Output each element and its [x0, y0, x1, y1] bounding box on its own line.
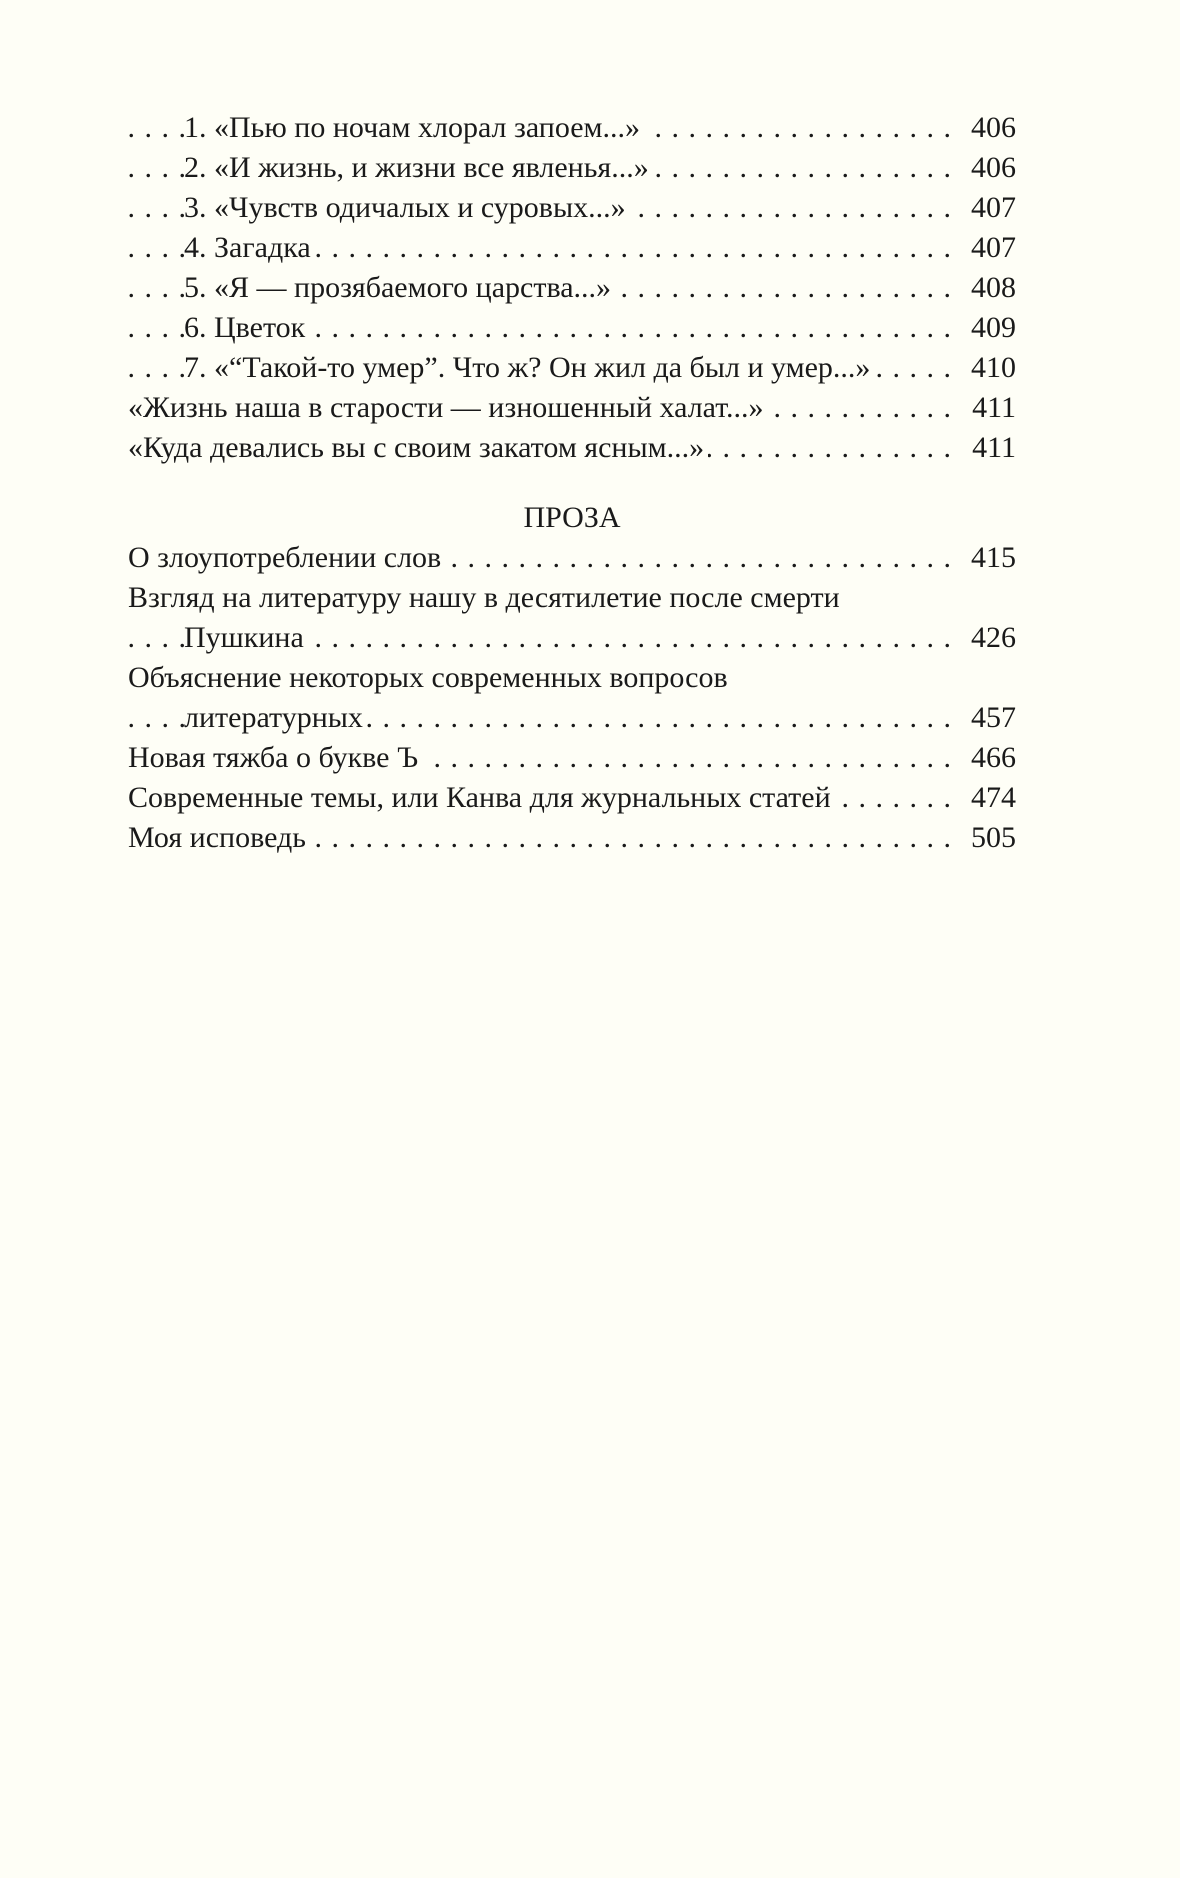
entry-page: 408 — [963, 268, 1016, 308]
toc-entry — [128, 778, 1016, 818]
toc-entry — [128, 228, 1016, 268]
toc-entry — [128, 348, 1016, 388]
entry-title: «Жизнь наша в старости — изношенный халат...» — [128, 391, 768, 424]
entry-title-continuation: Пушкина — [184, 621, 308, 654]
entry-page: 415 — [963, 538, 1016, 578]
toc-entry — [128, 428, 1016, 468]
entry-page: 466 — [963, 738, 1016, 778]
toc-entry — [128, 188, 1016, 228]
entry-page: 409 — [963, 308, 1016, 348]
entry-title-first-line: Объяснение некоторых современных вопросов — [128, 661, 728, 694]
entry-page: 457 — [963, 698, 1016, 738]
entry-title: 5. «Я — прозябаемого царства...» — [184, 271, 615, 304]
entry-page: 411 — [964, 428, 1016, 468]
entry-page: 407 — [963, 188, 1016, 228]
entry-page: 407 — [963, 228, 1016, 268]
entry-page: 411 — [964, 388, 1016, 428]
entry-title: 3. «Чувств одичалых и суровых...» — [184, 191, 630, 224]
entry-title: Моя исповедь — [128, 821, 310, 854]
entry-title-continuation: литературных — [184, 701, 367, 734]
toc-entry — [128, 698, 1016, 738]
entry-title-first-line: Взгляд на литературу нашу в десятилетие после смерти — [128, 581, 840, 614]
toc-entry — [128, 818, 1016, 858]
entry-title: 2. «И жизнь, и жизни все явленья...» — [184, 151, 653, 184]
section-heading: ПРОЗА — [523, 501, 621, 534]
entry-page: 474 — [963, 778, 1016, 818]
table-of-contents — [128, 108, 1016, 858]
entry-page: 406 — [963, 108, 1016, 148]
entry-title: 7. «“Такой-то умер”. Что ж? Он жил да был и умер...» — [184, 351, 874, 384]
toc-entry — [128, 308, 1016, 348]
toc-entry — [128, 108, 1016, 148]
entry-page: 406 — [963, 148, 1016, 188]
entry-title: Современные темы, или Канва для журнальных статей — [128, 781, 835, 814]
entry-title: О злоупотреблении слов — [128, 541, 445, 574]
toc-entry — [128, 618, 1016, 658]
entry-page: 410 — [963, 348, 1016, 388]
toc-entry — [128, 738, 1016, 778]
entry-page: 426 — [963, 618, 1016, 658]
entry-title: 4. Загадка — [184, 231, 315, 264]
toc-entry — [128, 268, 1016, 308]
toc-entry — [128, 538, 1016, 578]
toc-entry — [128, 388, 1016, 428]
toc-entry — [128, 148, 1016, 188]
entry-title: 6. Цветок — [184, 311, 309, 344]
entry-title: «Куда девались вы с своим закатом ясным...» — [128, 431, 708, 464]
entry-title: Новая тяжба о букве Ъ — [128, 741, 422, 774]
entry-title: 1. «Пью по ночам хлорал запоем...» — [184, 111, 644, 144]
entry-page: 505 — [963, 818, 1016, 858]
